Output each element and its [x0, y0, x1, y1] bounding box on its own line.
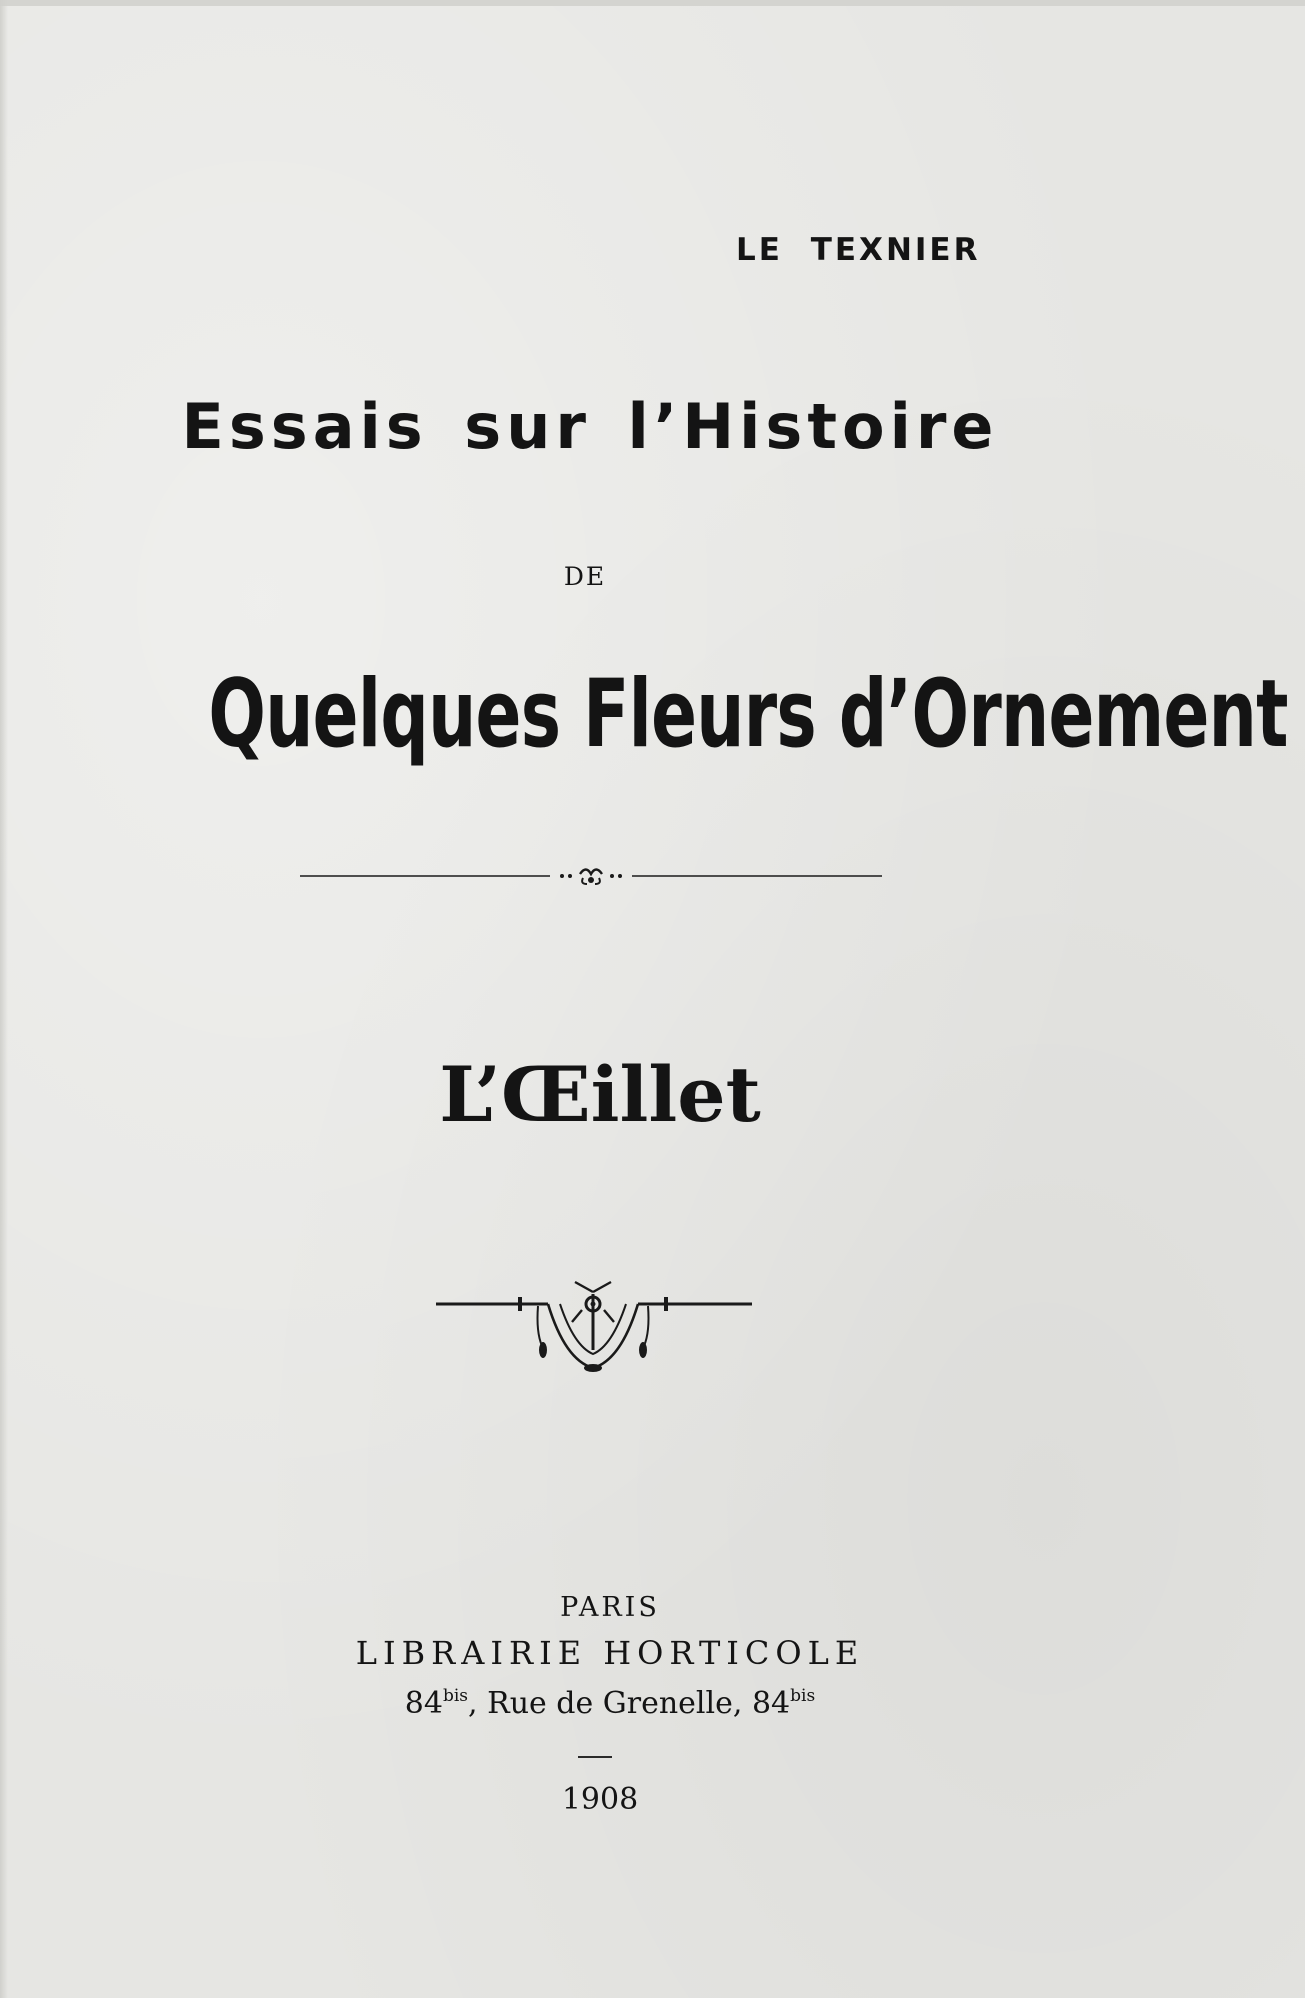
title-connector: DE [563, 562, 607, 591]
address-number: 84 [404, 1686, 443, 1721]
address-street: , Rue de Grenelle, [468, 1686, 752, 1721]
subtitle: L’Œillet [439, 1050, 761, 1139]
scroll-divider-ornament [300, 862, 882, 888]
publisher-city: PARIS [560, 1592, 660, 1623]
publication-year: 1908 [561, 1782, 639, 1817]
publisher-address [290, 1686, 930, 1721]
address-number-repeat: 84 [751, 1686, 791, 1721]
lyre-divider-ornament [430, 1280, 756, 1376]
author-name: LE TEXNIER [736, 232, 981, 268]
page-top-edge [0, 0, 1305, 6]
address-suffix: bis [442, 1686, 469, 1706]
address-suffix-repeat: bis [790, 1686, 816, 1706]
title-line-2: Quelques Fleurs d’Ornement [208, 660, 1288, 769]
title-line-1: Essais sur l’Histoire [181, 390, 999, 463]
publisher-name: LIBRAIRIE HORTICOLE [355, 1634, 865, 1672]
page-left-edge [0, 0, 8, 1998]
short-rule [578, 1756, 612, 1758]
